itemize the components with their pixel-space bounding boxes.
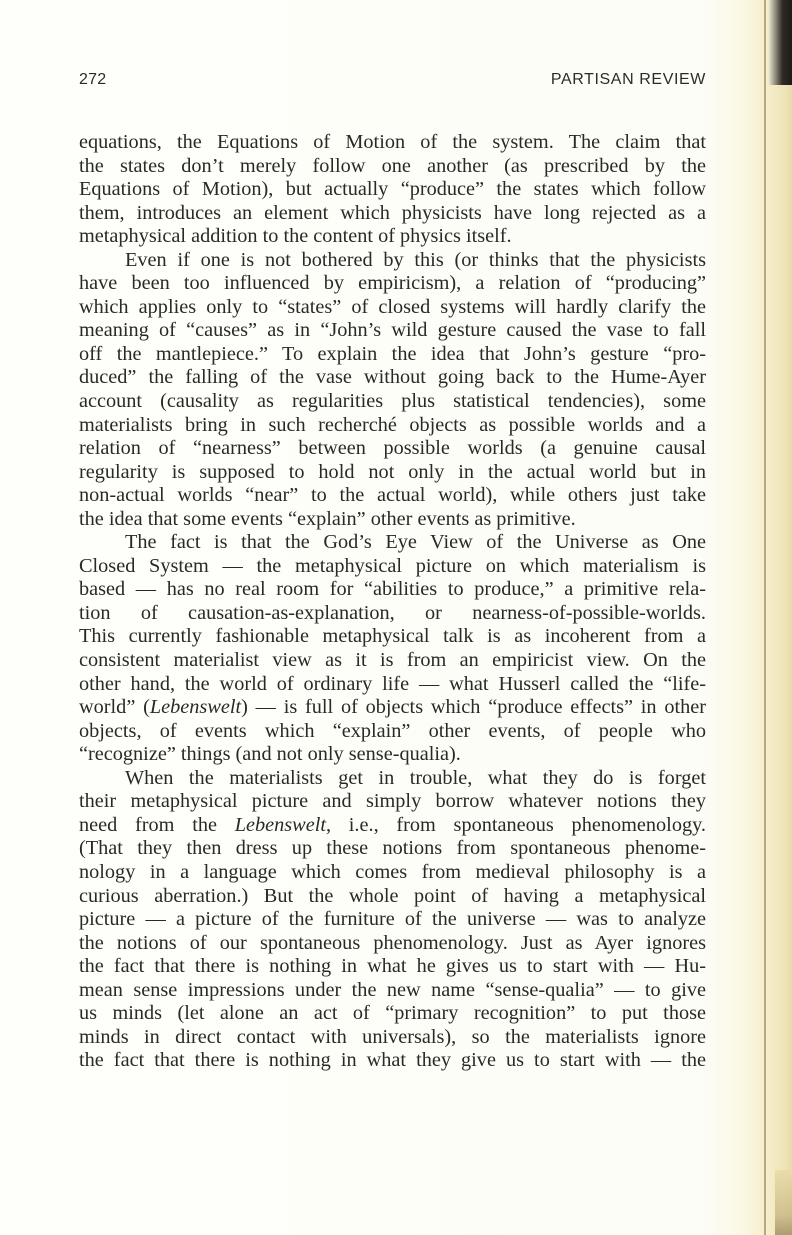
- binding-shadow-bottom: [775, 1170, 792, 1235]
- text-line: the states don’t merely follow one another (as prescribed by the: [79, 154, 706, 177]
- paragraph-2: [79, 249, 706, 532]
- text-line: meaning of “causes” as in “John’s wild gesture caused the vase to fall: [79, 319, 706, 342]
- text-line: Even if one is not bothered by this (or thinks that the physicists: [125, 248, 706, 271]
- text-line: other hand, the world of ordinary life — what Husserl called the “life-: [79, 672, 706, 695]
- text-line: duced” the falling of the vase without going back to the Hume-Ayer: [79, 366, 706, 389]
- page-gutter-edge: [764, 0, 766, 1235]
- text-line: “recognize” things (and not only sense-qualia).: [79, 743, 461, 766]
- text-line: relation of “nearness” between possible worlds (a genuine causal: [79, 437, 706, 460]
- text-line: (That they then dress up these notions from spontaneous phenome-: [79, 837, 706, 860]
- article-body: [79, 131, 706, 1073]
- text-line: materialists bring in such recherché objects as possible worlds and a: [79, 413, 706, 436]
- text-line: consistent materialist view as it is from an empiricist view. On the: [79, 649, 706, 672]
- text-line: the notions of our spontaneous phenomenology. Just as Ayer ignores: [79, 931, 706, 954]
- italic-term: Lebenswelt: [149, 696, 242, 719]
- text-line: regularity is supposed to hold not only in the actual world but in: [79, 460, 706, 483]
- text-line: Closed System — the metaphysical picture on which materialism is: [79, 554, 706, 577]
- text-line: equations, the Equations of Motion of the system. The claim that: [79, 131, 706, 153]
- text-line: need from the Lebenswelt, i.e., from spontaneous phenomenology.: [79, 813, 706, 836]
- text-line: The fact is that the God’s Eye View of the Universe as One: [125, 531, 706, 554]
- text-line: When the materialists get in trouble, what they do is forget: [125, 766, 706, 789]
- text-line: Equations of Motion), but actually “produce” the states which follow: [79, 178, 706, 201]
- paragraph-3: [79, 531, 706, 766]
- binding-shadow-top: [768, 0, 792, 85]
- paragraph-1: [79, 131, 706, 249]
- running-head: [79, 71, 706, 91]
- text-line: objects, of events which “explain” other events, of people who: [79, 719, 706, 742]
- text-line: mean sense impressions under the new name “sense-qualia” — to give: [79, 978, 706, 1001]
- text-line: the idea that some events “explain” other events as primitive.: [79, 507, 576, 530]
- text-line: tion of causation-as-explanation, or nearness-of-possible-worlds.: [79, 601, 706, 624]
- text-line: the fact that there is nothing in what he gives us to start with — Hu-: [79, 955, 706, 978]
- text-line: minds in direct contact with universals), so the materialists ignore: [79, 1025, 706, 1048]
- text-line: nology in a language which comes from medieval philosophy is a: [79, 860, 706, 883]
- text-line: based — has no real room for “abilities to produce,” a primitive rela-: [79, 578, 706, 601]
- text-line: non-actual worlds “near” to the actual world), while others just take: [79, 484, 706, 507]
- text-line: curious aberration.) But the whole point of having a metaphysical: [79, 884, 706, 907]
- page-number: 272: [79, 71, 107, 88]
- text-line: them, introduces an element which physicists have long rejected as a: [79, 201, 706, 224]
- text-line: have been too influenced by empiricism), a relation of “producing”: [79, 272, 706, 295]
- italic-term: Lebenswelt: [234, 813, 326, 836]
- text-line: their metaphysical picture and simply borrow whatever notions they: [79, 790, 706, 813]
- text-line: the fact that there is nothing in what they give us to start with — the: [79, 1049, 706, 1072]
- text-line: us minds (let alone an act of “primary recognition” to put those: [79, 1002, 706, 1025]
- text-line: world” (Lebenswelt) — is full of objects which “produce effects” in other: [79, 696, 706, 719]
- text-line: account (causality as regularities plus statistical tendencies), some: [79, 390, 706, 413]
- text-line: This currently fashionable metaphysical talk is as incoherent from a: [79, 625, 706, 648]
- paragraph-4: [79, 767, 706, 1073]
- text-line: off the mantlepiece.” To explain the idea that John’s gesture “pro-: [79, 342, 706, 365]
- journal-title: PARTISAN REVIEW: [550, 71, 706, 88]
- text-line: picture — a picture of the furniture of the universe — was to analyze: [79, 908, 706, 931]
- text-line: which applies only to “states” of closed systems will hardly clarify the: [79, 295, 706, 318]
- text-line: metaphysical addition to the content of physics itself.: [79, 225, 512, 248]
